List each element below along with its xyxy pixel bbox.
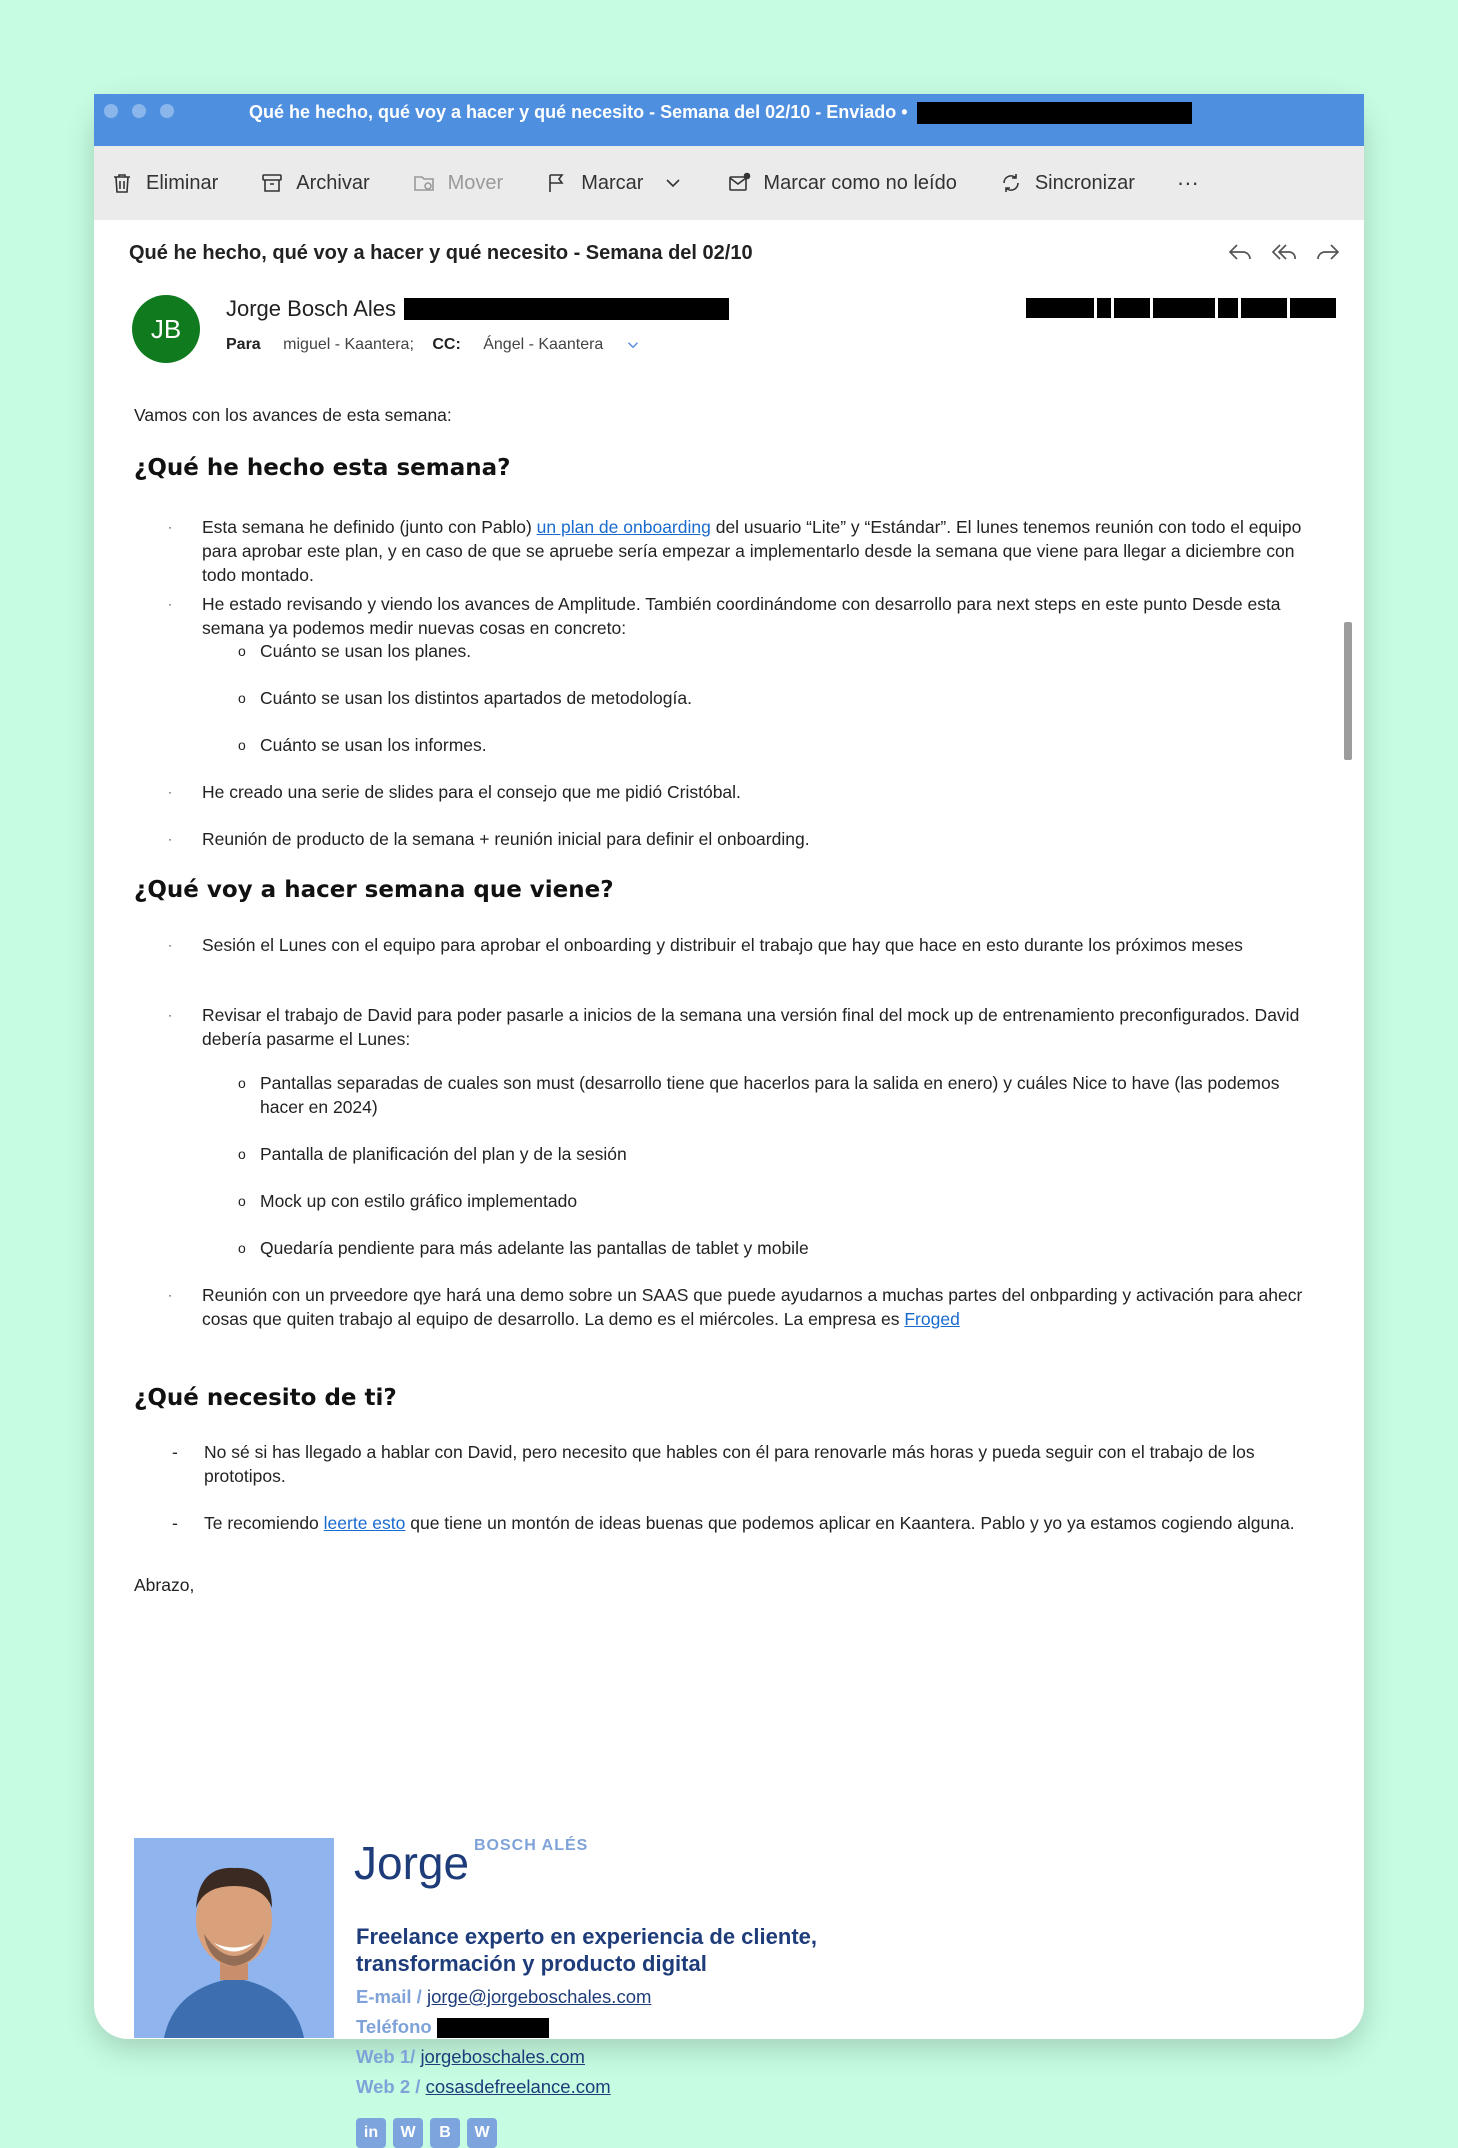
signature-photo <box>134 1838 334 2038</box>
list-item: - No sé si has llegado a hablar con David, pero necesito que hables con él para renovarle más horas y pueda seguir con el trabajo de los prototipos. <box>172 1442 1255 1486</box>
sub-list-item: o Pantallas separadas de cuales son must (desarrollo tiene que hacerlos para la salida en enero) y cuáles Nice to have (las podemos hacer en 2024) <box>238 1073 1280 1117</box>
archive-button[interactable] <box>260 171 369 195</box>
web1-link[interactable]: jorgeboschales.com <box>420 2046 585 2067</box>
blog-icon[interactable]: B <box>430 2118 460 2148</box>
reply-icon[interactable] <box>1226 240 1254 264</box>
linkedin-icon[interactable]: in <box>356 2118 386 2148</box>
trash-icon <box>110 171 134 195</box>
redacted-block <box>437 2018 549 2038</box>
mark-unread-button[interactable] <box>727 171 956 195</box>
closing-text: Abrazo, <box>134 1575 195 1595</box>
sender-name: Jorge Bosch Ales <box>226 296 396 321</box>
list-item: · He creado una serie de slides para el consejo que me pidió Cristóbal. <box>168 782 741 802</box>
minimize-window-button[interactable] <box>132 104 146 118</box>
cc-label: CC: <box>432 336 461 354</box>
list-item: - Te recomiendo leerte esto que tiene un montón de ideas buenas que podemos aplicar en Kaantera. Pablo y yo ya estamos cogiendo alguna. <box>172 1513 1295 1533</box>
person-photo-icon <box>134 1838 334 2038</box>
onboarding-plan-link[interactable]: un plan de onboarding <box>536 517 711 537</box>
web2-link[interactable]: cosasdefreelance.com <box>425 2076 611 2097</box>
reply-actions <box>1226 240 1342 264</box>
envelope-dot-icon <box>727 171 751 195</box>
froged-link[interactable]: Froged <box>904 1309 960 1329</box>
delete-button[interactable] <box>110 171 218 195</box>
signature-first-name: Jorge <box>354 1837 470 1889</box>
signature-surname: BOSCH ALÉS <box>474 1837 589 1854</box>
email-window <box>94 94 1364 2141</box>
sub-list-item: o Pantalla de planificación del plan y de la sesión <box>238 1144 627 1164</box>
zoom-window-button[interactable] <box>160 104 174 118</box>
redacted-block <box>404 298 729 320</box>
folder-move-icon <box>412 171 436 195</box>
avatar: JB <box>132 295 200 363</box>
section-heading-done: ¿Qué he hecho esta semana? <box>134 455 511 481</box>
forward-icon[interactable] <box>1314 240 1342 264</box>
flag-button[interactable] <box>545 171 685 195</box>
flag-icon <box>545 171 569 195</box>
sub-list-item: o Quedaría pendiente para más adelante las pantallas de tablet y mobile <box>238 1238 809 1258</box>
signature-web1: Web 1/ jorgeboschales.com <box>356 2046 585 2067</box>
message-subject: Qué he hecho, qué voy a hacer y qué necesito - Semana del 02/10 <box>129 242 753 264</box>
redacted-date <box>1026 298 1336 318</box>
list-item: · He estado revisando y viendo los avances de Amplitude. También coordinándome con desarrollo para next steps en este punto Desde esta semana ya podemos medir nuevas cosas en concreto: <box>168 594 1281 638</box>
sub-list-item: o Cuánto se usan los distintos apartados de metodología. <box>238 688 692 708</box>
redacted-block <box>917 102 1192 124</box>
mark-unread-label: Marcar como no leído <box>763 171 957 194</box>
sub-list-item: o Mock up con estilo gráfico implementado <box>238 1191 578 1211</box>
window-controls <box>104 104 174 118</box>
reply-all-icon[interactable] <box>1270 240 1298 264</box>
delete-label: Eliminar <box>146 171 219 194</box>
section-heading-next: ¿Qué voy a hacer semana que viene? <box>134 877 614 903</box>
section-heading-need: ¿Qué necesito de ti? <box>134 1385 397 1411</box>
sync-label: Sincronizar <box>1034 171 1135 194</box>
move-button[interactable] <box>412 171 504 195</box>
whatsapp-icon[interactable]: W <box>467 2118 497 2148</box>
archive-icon <box>260 171 284 195</box>
signature-web2: Web 2 / cosasdefreelance.com <box>356 2076 611 2097</box>
to-label: Para <box>226 336 261 354</box>
list-item: · Revisar el trabajo de David para poder pasarle a inicios de la semana una versión final del mock up de entrenamiento preconfigurados. David debería pasarme el Lunes: <box>168 1005 1300 1049</box>
signature-phone: Teléfono <box>356 2016 549 2038</box>
sub-list-item: o Cuánto se usan los informes. <box>238 735 487 755</box>
chevron-down-icon[interactable] <box>624 336 642 354</box>
sender[interactable] <box>226 296 729 322</box>
to-value[interactable]: miguel - Kaantera; <box>283 336 414 354</box>
list-item: · Sesión el Lunes con el equipo para aprobar el onboarding y distribuir el trabajo que hay que hace en esto durante los próximos meses <box>168 935 1243 955</box>
chevron-down-icon[interactable] <box>661 171 685 195</box>
signature-email: E-mail / jorge@jorgeboschales.com <box>356 1986 652 2007</box>
recipients <box>226 336 642 354</box>
sync-icon <box>999 171 1023 195</box>
more-button[interactable] <box>1177 170 1199 196</box>
move-label: Mover <box>447 171 504 194</box>
window-title: Qué he hecho, qué voy a hacer y qué necesito - Semana del 02/10 - Enviado • <box>249 102 1192 124</box>
title-bar <box>94 94 1364 146</box>
read-this-link[interactable]: leerte esto <box>323 1513 406 1533</box>
toolbar <box>94 146 1364 220</box>
archive-label: Archivar <box>296 171 370 194</box>
close-window-button[interactable] <box>104 104 118 118</box>
scrollbar[interactable] <box>1344 622 1352 760</box>
list-item: · Reunión de producto de la semana + reunión inicial para definir el onboarding. <box>168 829 810 849</box>
flag-label: Marcar <box>581 171 644 194</box>
email-link[interactable]: jorge@jorgeboschales.com <box>426 1986 652 2007</box>
intro-text: Vamos con los avances de esta semana: <box>134 405 452 425</box>
more-icon: ··· <box>1176 170 1199 195</box>
list-item: · Reunión con un prveedore qye hará una demo sobre un SAAS que puede ayudarnos a muchas partes del onbparding y activación para ahecr cosas que quiten trabajo al equipo de desarrollo. La demo es el miércoles. La empresa es Froged <box>168 1285 1303 1329</box>
cc-value[interactable]: Ángel - Kaantera <box>483 336 604 354</box>
signature-tagline: Freelance experto en experiencia de cliente, transformación y producto digital <box>356 1924 817 1976</box>
sub-list-item: o Cuánto se usan los planes. <box>238 641 472 661</box>
sync-button[interactable] <box>999 171 1135 195</box>
list-item: · Esta semana he definido (junto con Pablo) un plan de onboarding del usuario “Lite” y “Estándar”. El lunes tenemos reunión con todo el equipo para aprobar este plan, y en caso de que se apruebe sería empezar a implementarlo desde la semana que viene para llegar a diciembre con todo montado. <box>168 517 1302 585</box>
wordpress-icon[interactable]: W <box>393 2118 423 2148</box>
social-icons <box>356 2118 497 2148</box>
